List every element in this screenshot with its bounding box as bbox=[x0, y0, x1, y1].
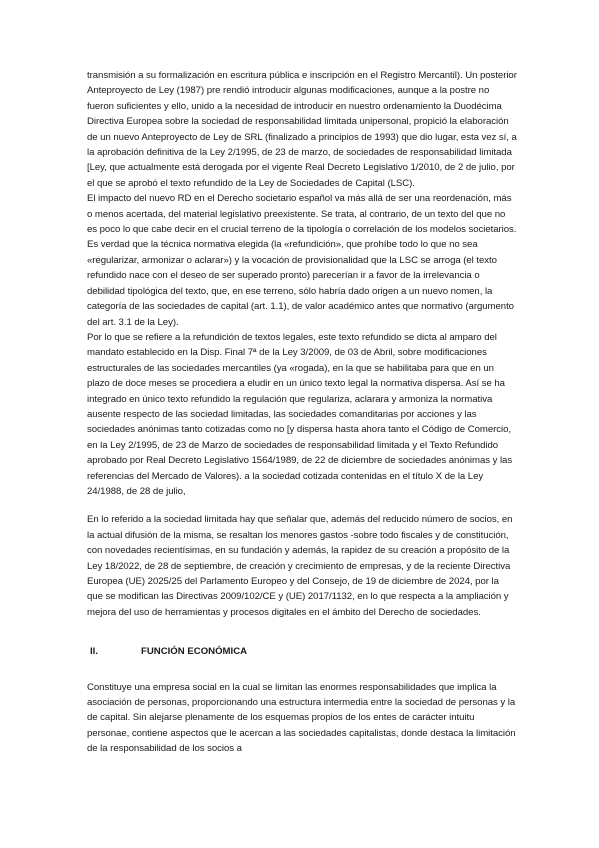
section-number: II. bbox=[90, 646, 98, 658]
paragraph-refundicion: Por lo que se refiere a la refundición de textos legales, este texto refundido se dicta al amparo del mandato establecido en la Disp. Final 7ª de la Ley 3/2009, de 03 de Abril, sobre modificaciones estructurales de las sociedades mercantiles (ya «rogada), en la que se habilitaba para que en un plazo de doce meses se procediera a eludir en un único texto legal la normativa dispersa. Así se ha integrado en único texto refundido la regulación que regulariza, aclarara y armoniza la normativa ausente respecto de las sociedad limitadas, las sociedades comanditarias por acciones y las sociedades anónimas tanto cotizadas como no [y dispersa hasta ahora tanto el Código de Comercio, en la Ley 2/1995, de 23 de Marzo de sociedades de responsabilidad limitada y el Texto Refundido aprobado por Real Decreto Legislativo 1564/1989, de 22 de diciembre de sociedades anónimas y las referencias del Mercado de Valores). a la sociedad cotizada contenidas en el título X de la Ley 24/1988, de 28 de julio, bbox=[87, 331, 513, 497]
paragraph-funcion-economica: Constituye una empresa social en la cual se limitan las enormes responsabilidades que implica la asociación de personas, proporcionando una estructura intermedia entre la sociedad de personas y la de capital. Sin alejarse plenamente de los esquemas propios de los entes de carácter intuitu personae, contiene aspectos que le acercan a las sociedades capitalistas, donde destaca la limitación de la responsabilidad de los socios a bbox=[87, 681, 516, 755]
paragraph-sociedad-limitada: En lo referido a la sociedad limitada hay que señalar que, además del reducido número de socios, en la actual difusión de la misma, se resaltan los menores gastos -sobre todo fiscales y de constitución, con novedades recientísimas, en su fundación y además, la rapidez de su creación a propósito de la Ley 18/2022, de 28 de septiembre, de creación y crecimiento de empresas, y de la reciente Directiva Europea (UE) 2025/25 del Parlamento Europeo y del Consejo, de 19 de diciembre de 2024, por la que se modifican las Directivas 2009/102/CE y (UE) 2017/1132, en lo que respecta a la ampliación y mejora del uso de herramientas y procesos digitales en el ámbito del Derecho de sociedades. bbox=[87, 514, 513, 618]
section-heading bbox=[87, 644, 517, 659]
paragraph-impacto-rd: El impacto del nuevo RD en el Derecho societario español va más allá de ser una reordenación, más o menos acertada, del material legislativo preexistente. Se trata, al contrario, de un texto del que no es poco lo que cabe decir en el crucial terreno de la tipología o correlación de los modelos societarios. Es verdad que la técnica normativa elegida (la «refundición», que prohíbe todo lo que no sea «regularizar, armonizar o aclarar») y la vocación de provisionalidad que la LSC se arroga (el texto refundido nace con el deseo de ser superado pronto) parecerían ir a favor de la irrelevancia o debilidad tipológica del texto, que, en ese terreno, sólo habría dado origen a un nuevo nomen, la categoría de las sociedades de capital (art. 1.1), de valor académico antes que normativo (argumento del art. 3.1 de la Ley). bbox=[87, 193, 517, 328]
paragraph-registro-mercantil: transmisión a su formalización en escritura pública e inscripción en el Registro Mercantil). Un posterior Anteproyecto de Ley (1987) pre rendió introducir algunas modificaciones, aunque a la postre no fueron suficientes y ello, unido a la necesidad de introducir en nuestro ordenamiento la Duodécima Directiva Europea sobre la sociedad de responsabilidad limitada unipersonal, propició la elaboración de un nuevo Anteproyecto de Ley de SRL (finalizado a principios de 1993) que dio lugar, esta vez sí, a la aprobación definitiva de la Ley 2/1995, de 23 de marzo, de sociedades de responsabilidad limitada [Ley, que actualmente está derogada por el vigente Real Decreto Legislativo 1/2010, de 2 de julio, por el que se aprobó el texto refundido de la Ley de Sociedades de Capital (LSC). bbox=[87, 70, 517, 189]
document-body bbox=[87, 68, 517, 757]
section-title: FUNCIÓN ECONÓMICA bbox=[141, 646, 248, 658]
